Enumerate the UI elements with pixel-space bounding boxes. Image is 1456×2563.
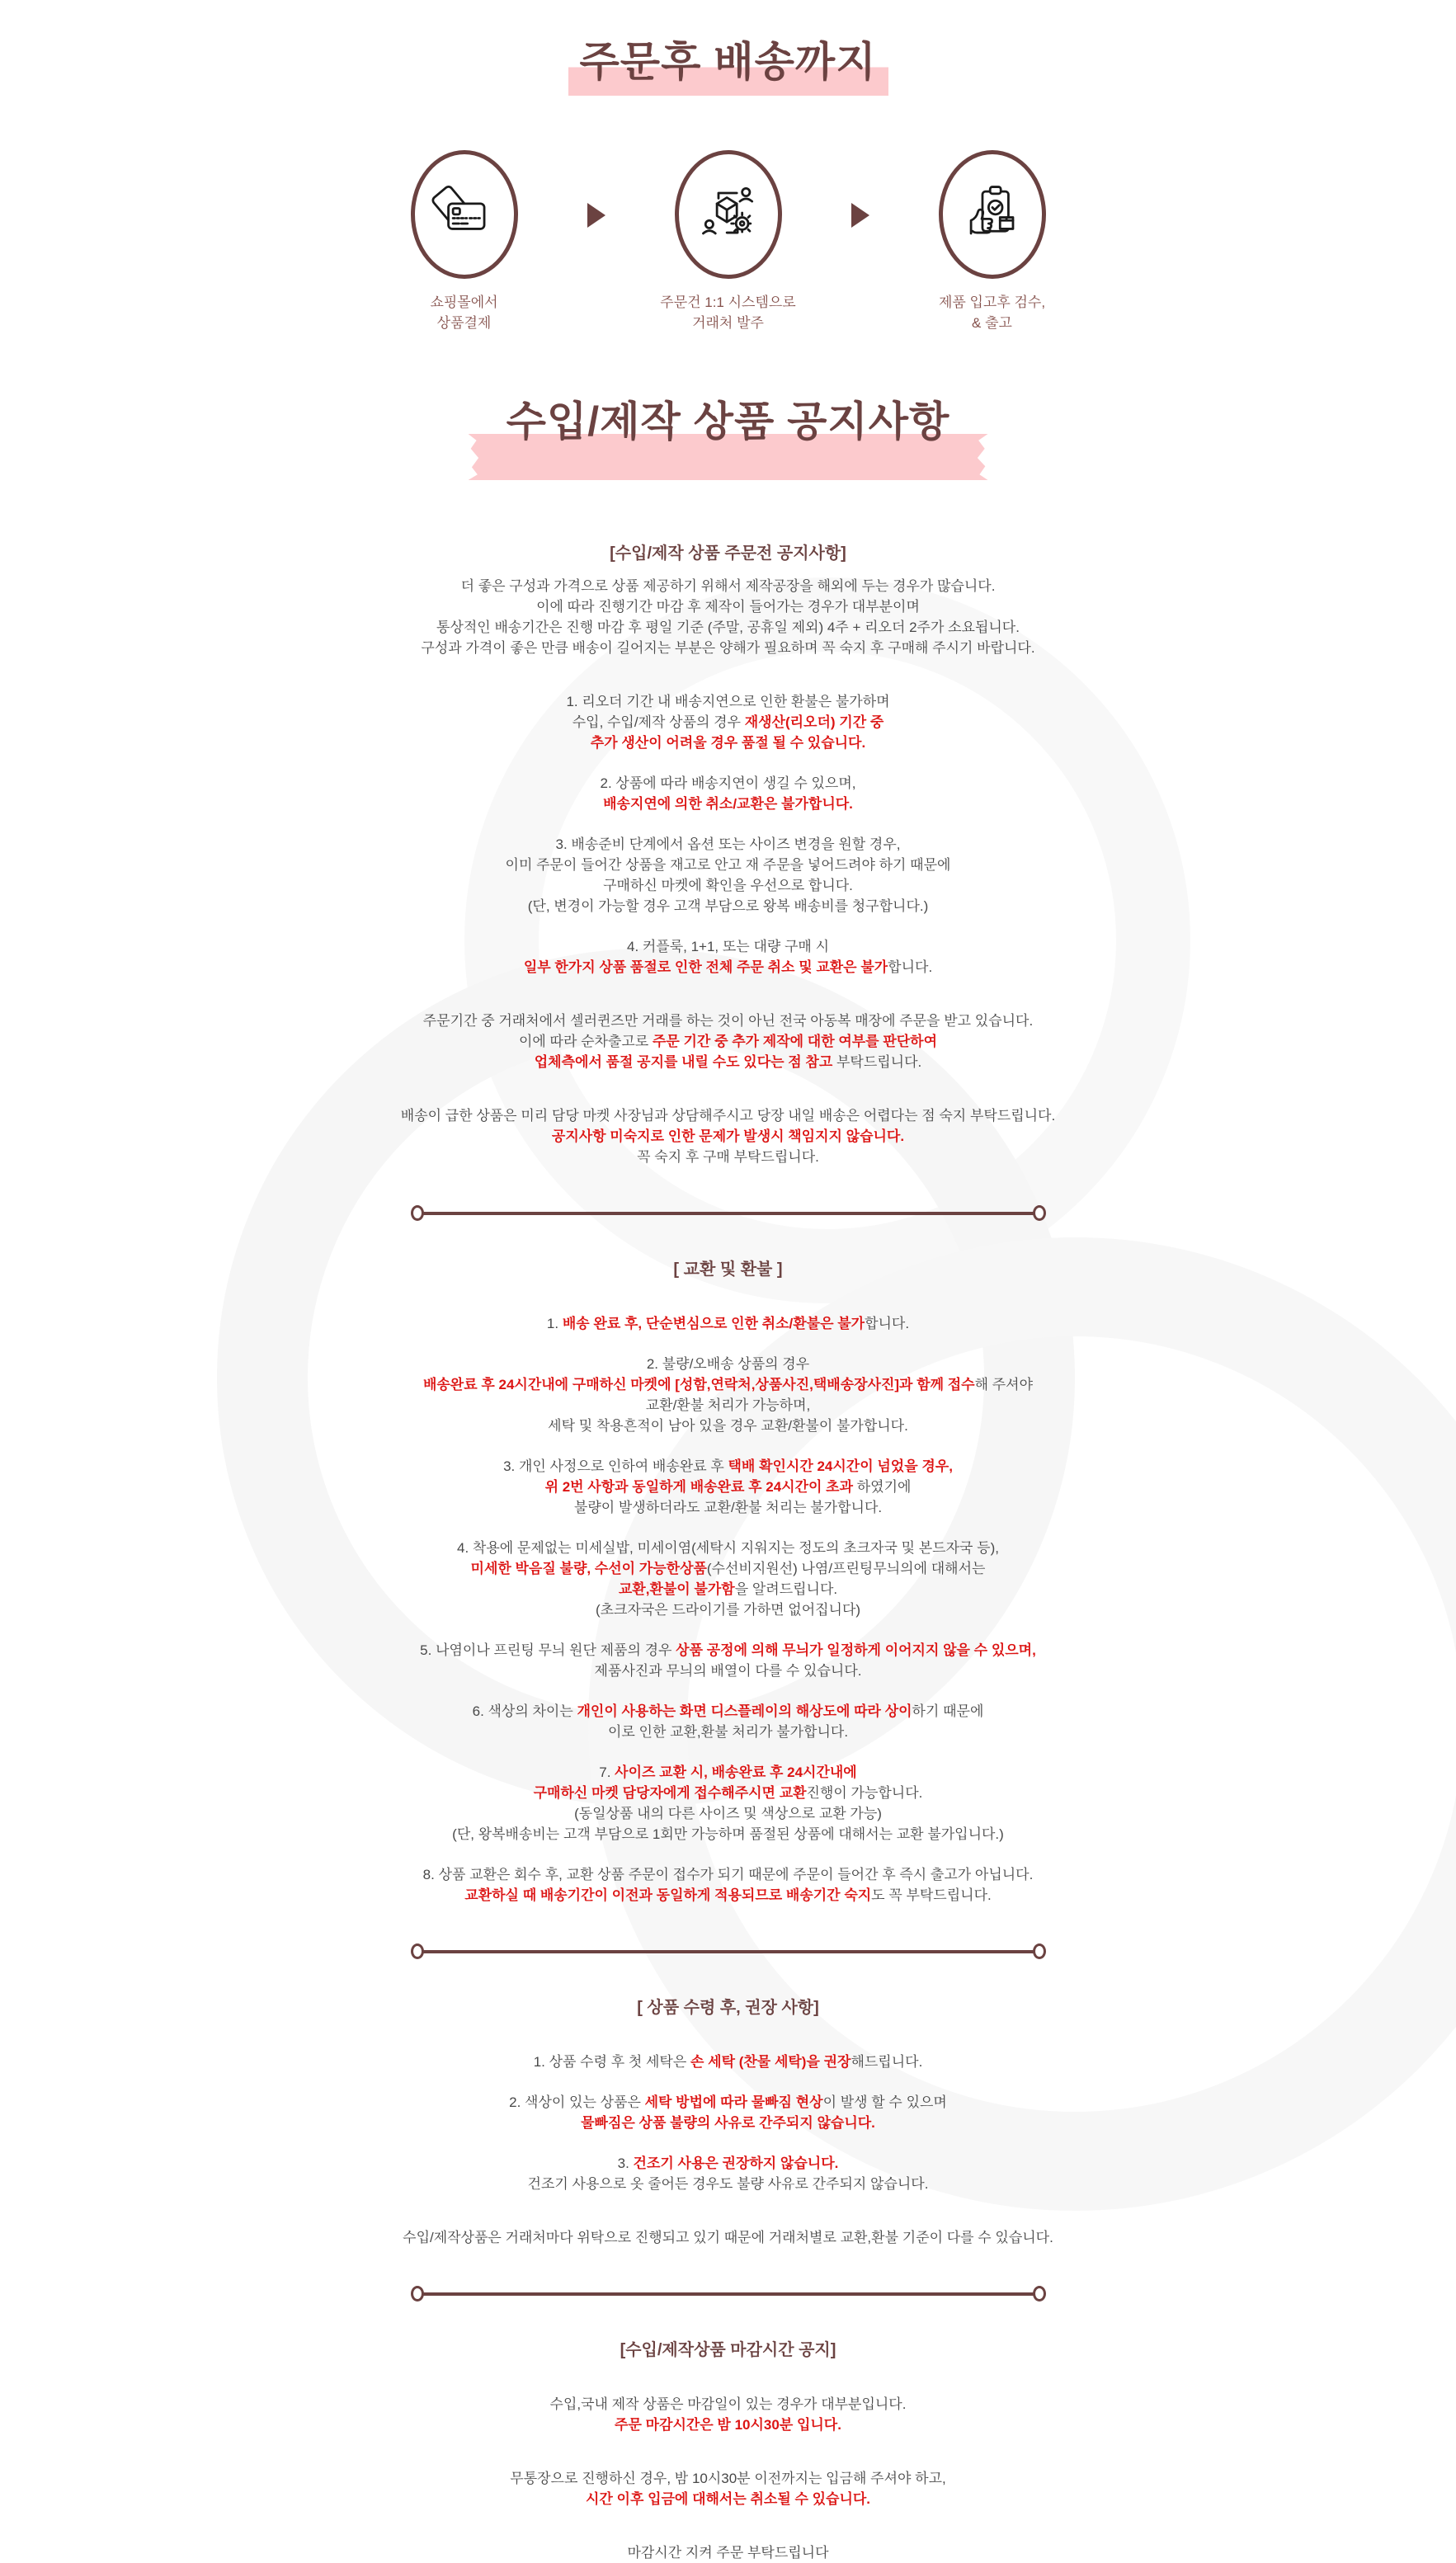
section-divider bbox=[411, 1943, 1046, 1959]
care-header: [ 상품 수령 후, 권장 사항] bbox=[316, 1997, 1141, 2019]
step-label: 제품 입고후 검수, & 출고 bbox=[939, 292, 1045, 333]
process-step-order-system bbox=[634, 150, 823, 333]
care-item-1: 1. 상품 수령 후 첫 세탁은 손 세탁 (찬물 세탁)을 권장해드립니다. bbox=[316, 2052, 1141, 2072]
care-item-3: 3. 건조기 사용은 권장하지 않습니다. 건조기 사용으로 옷 줄어든 경우도 불량 사유로 간주되지 않습니다. bbox=[316, 2153, 1141, 2194]
arrow-right-icon bbox=[851, 203, 869, 228]
exchange-item-3: 3. 개인 사정으로 인하여 배송완료 후 택배 확인시간 24시간이 넘었을 경우, 위 2번 사항과 동일하게 배송완료 후 24시간이 초과 하였기에 불량이 발생하더라도 교환/환불 처리는 불가합니다. bbox=[316, 1456, 1141, 1518]
exchange-item-5: 5. 나염이나 프린팅 무늬 원단 제품의 경우 상품 공정에 의해 무늬가 일정하게 이어지지 않을 수 있으며, 제품사진과 무늬의 배열이 다를 수 있습니다. bbox=[316, 1640, 1141, 1681]
notice-title: 수입/제작 상품 공지사항 bbox=[316, 401, 1141, 483]
process-steps bbox=[316, 150, 1141, 333]
arrow-right-icon bbox=[587, 203, 605, 228]
divider-line bbox=[423, 1212, 1034, 1215]
pre-order-item-4: 4. 커플룩, 1+1, 또는 대량 구매 시 일부 한가지 상품 품절로 인한 전체 주문 취소 및 교환은 불가합니다. bbox=[316, 936, 1141, 978]
pre-order-header: [수입/제작 상품 주문전 공지사항] bbox=[316, 543, 1141, 564]
divider-ring-icon bbox=[1033, 1943, 1046, 1959]
highlighted-title-text: 주문후 배송까지 bbox=[568, 36, 888, 96]
divider-ring-icon bbox=[1033, 1205, 1046, 1221]
deadline-notice-section bbox=[316, 2339, 1141, 2563]
divider-ring-icon bbox=[411, 1943, 424, 1959]
process-step-payment bbox=[370, 150, 559, 333]
deadline-header: [수입/제작상품 마감시간 공지] bbox=[316, 2339, 1141, 2361]
deadline-block-3: 마감시간 지켜 주문 부탁드립니다 bbox=[316, 2542, 1141, 2563]
delivery-process-section bbox=[316, 0, 1141, 333]
divider-ring-icon bbox=[411, 1205, 424, 1221]
divider-ring-icon bbox=[411, 2286, 424, 2302]
exchange-item-1: 1. 배송 완료 후, 단순변심으로 인한 취소/환불은 불가합니다. bbox=[316, 1313, 1141, 1334]
deadline-block-2: 무통장으로 진행하신 경우, 밤 10시30분 이전까지는 입금해 주셔야 하고, 시간 이후 입금에 대해서는 취소될 수 있습니다. bbox=[316, 2468, 1141, 2509]
pre-order-notice-section bbox=[316, 543, 1141, 1167]
exchange-item-8: 8. 상품 교환은 회수 후, 교환 상품 주문이 접수가 되기 때문에 주문이 들어간 후 즉시 출고가 아닙니다. 교환하실 때 배송기간이 이전과 동일하게 적용되므로 배송기간 숙지도 꼭 부탁드립니다. bbox=[316, 1864, 1141, 1906]
exchange-item-7: 7. 사이즈 교환 시, 배송완료 후 24시간내에 구매하신 마켓 담당자에게 접수해주시면 교환진행이 가능합니다. (동일상품 내의 다른 사이즈 및 색상으로 교환 가능) (단, 왕복배송비는 고객 부담으로 1회만 가능하며 품절된 상품에 대해서는 교환 불가입니다.) bbox=[316, 1762, 1141, 1845]
urgent-shipping-note: 배송이 급한 상품은 미리 담당 마켓 사장님과 상담해주시고 당장 내일 배송은 어렵다는 점 숙지 부탁드립니다. 공지사항 미숙지로 인한 문제가 발생시 책임지지 않습니다. 꼭 숙지 후 구매 부탁드립니다. bbox=[316, 1105, 1141, 1167]
exchange-item-4: 4. 착용에 문제없는 미세실밥, 미세이염(세탁시 지워지는 정도의 초크자국 및 본드자국 등), 미세한 박음질 불량, 수선이 가능한상품(수선비지원선) 나염/프린팅무늬의에 대해서는 교환,환불이 불가함을 알려드립니다. (초크자국은 드라이기를 가하면 없어집니다) bbox=[316, 1538, 1141, 1620]
step-circle bbox=[411, 150, 518, 279]
product-notice-page bbox=[316, 0, 1141, 2392]
inspection-shipping-icon bbox=[962, 182, 1023, 247]
section-divider bbox=[411, 1205, 1046, 1221]
pre-order-item-1: 1. 리오더 기간 내 배송지연으로 인한 환불은 불가하며 수입, 수입/제작 상품의 경우 재생산(리오더) 기간 중 추가 생산이 어려울 경우 품절 될 수 있습니다. bbox=[316, 691, 1141, 753]
deadline-block-1: 수입,국내 제작 상품은 마감일이 있는 경우가 대부분입니다. 주문 마감시간은 밤 10시30분 입니다. bbox=[316, 2394, 1141, 2435]
divider-line bbox=[423, 1950, 1034, 1953]
divider-ring-icon bbox=[1033, 2286, 1046, 2302]
exchange-refund-section bbox=[316, 1259, 1141, 1906]
pre-order-intro: 더 좋은 구성과 가격으로 상품 제공하기 위해서 제작공장을 해외에 두는 경우가 많습니다. 이에 따라 진행기간 마감 후 제작이 들어가는 경우가 대부분이며 통상적인 배송기간은 진행 마감 후 평일 기준 (주말, 공휴일 제외) 4주 + 리오더 2주가 소요됩니다. 구성과 가격이 좋은 만큼 배송이 길어지는 부분은 양해가 필요하며 꼭 숙지 후 구매해 주시기 바랍니다. bbox=[316, 576, 1141, 658]
pre-order-item-2: 2. 상품에 따라 배송지연이 생길 수 있으며, 배송지연에 의한 취소/교환은 불가합니다. bbox=[316, 773, 1141, 814]
section-divider bbox=[411, 2286, 1046, 2302]
pre-order-item-3: 3. 배송준비 단계에서 옵션 또는 사이즈 변경을 원할 경우, 이미 주문이 들어간 상품을 재고로 안고 재 주문을 넣어드려야 하기 때문에 구매하신 마켓에 확인을 우선으로 합니다. (단, 변경이 가능할 경우 고객 부담으로 왕복 배송비를 청구합니다.) bbox=[316, 834, 1141, 916]
exchange-item-6: 6. 색상의 차이는 개인이 사용하는 화면 디스플레이의 해상도에 따라 상이하기 때문에 이로 인한 교환,환불 처리가 불가합니다. bbox=[316, 1701, 1141, 1742]
exchange-item-2: 2. 불량/오배송 상품의 경우 배송완료 후 24시간내에 구매하신 마켓에 [성함,연락처,상품사진,택배송장사진]과 함께 접수해 주셔야 교환/환불 처리가 가능하며, 세탁 및 착용흔적이 남아 있을 경우 교환/환불이 불가합니다. bbox=[316, 1354, 1141, 1436]
care-recommendation-section bbox=[316, 1997, 1141, 2248]
step-label: 쇼핑몰에서 상품결제 bbox=[430, 292, 497, 333]
step-label: 주문건 1:1 시스템으로 거래처 발주 bbox=[660, 292, 795, 333]
credit-card-icon bbox=[434, 182, 495, 247]
process-step-inspection bbox=[898, 150, 1087, 333]
exchange-header: [ 교환 및 환불 ] bbox=[316, 1259, 1141, 1280]
order-period-note: 주문기간 중 거래처에서 셀러퀸즈만 거래를 하는 것이 아닌 전국 아동복 매장에 주문을 받고 있습니다. 이에 따라 순차출고로 주문 기간 중 추가 제작에 대한 여부를 판단하여 업체측에서 품절 공지를 내릴 수도 있다는 점 참고 부탁드립니다. bbox=[316, 1011, 1141, 1072]
divider-line bbox=[423, 2292, 1034, 2296]
care-item-2: 2. 색상이 있는 상품은 세탁 방법에 따라 물빠짐 현상이 발생 할 수 있으며 물빠짐은 상품 불량의 사유로 간주되지 않습니다. bbox=[316, 2092, 1141, 2133]
step-circle bbox=[939, 150, 1046, 279]
step-circle bbox=[675, 150, 782, 279]
consignment-note: 수입/제작상품은 거래처마다 위탁으로 진행되고 있기 때문에 거래처별로 교환,환불 기준이 다를 수 있습니다. bbox=[316, 2227, 1141, 2248]
order-system-icon bbox=[698, 182, 759, 247]
delivery-process-title bbox=[316, 0, 1141, 96]
